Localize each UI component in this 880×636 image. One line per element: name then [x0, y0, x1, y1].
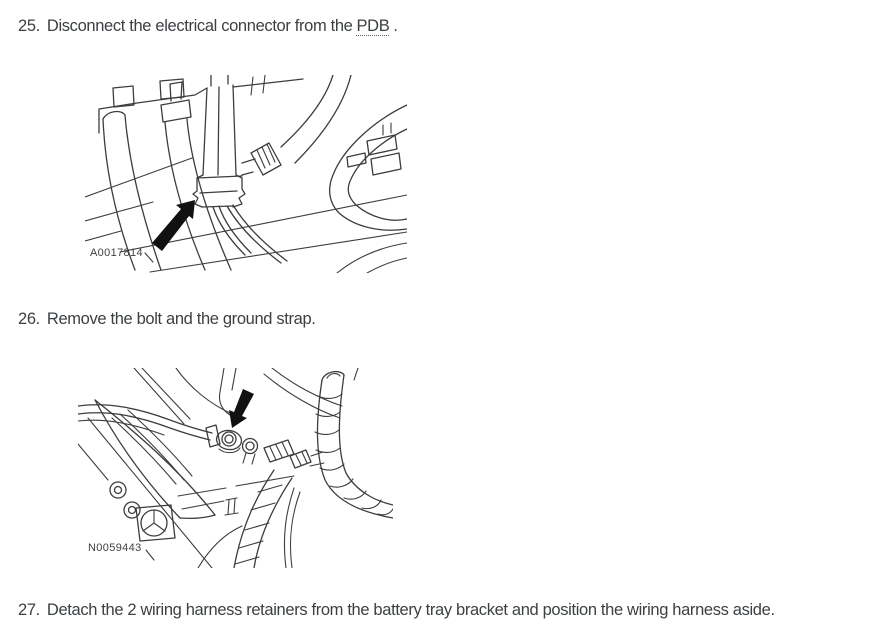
engine-bay-linework	[85, 75, 407, 273]
pdb-acronym-link[interactable]: PDB	[356, 17, 390, 35]
figure-part-number: A0017814	[90, 247, 143, 259]
step-26-number: 26.	[18, 310, 40, 328]
step-27-number: 27.	[18, 601, 40, 619]
step-25-punctuation: .	[393, 17, 398, 35]
step-27	[18, 600, 775, 620]
pointer-arrow-icon	[229, 389, 254, 428]
step-25-text: Disconnect the electrical connector from the	[46, 17, 353, 35]
step-26	[18, 309, 316, 329]
figure-part-number: N0059443	[88, 542, 142, 554]
pdb-connector-figure	[85, 75, 407, 273]
step-25	[18, 16, 398, 36]
ground-strap-illustration	[78, 368, 393, 568]
step-25-number: 25.	[18, 17, 40, 35]
engine-bay-illustration	[85, 75, 407, 273]
step-26-text: Remove the bolt and the ground strap.	[46, 310, 316, 328]
ground-strap-linework	[78, 368, 393, 568]
ground-strap-figure	[78, 368, 393, 568]
pointer-arrow-icon	[152, 200, 195, 251]
step-27-text: Detach the 2 wiring harness retainers from the battery tray bracket and position the wiring harness aside.	[46, 601, 775, 619]
